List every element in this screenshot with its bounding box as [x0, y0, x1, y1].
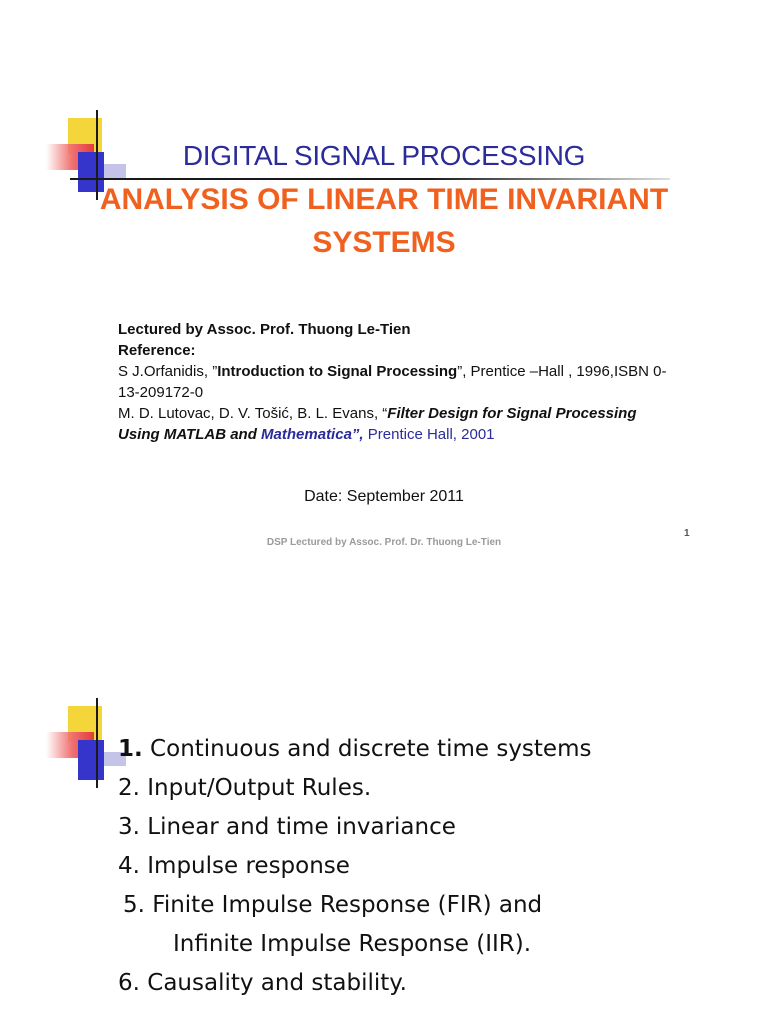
- ref1-title: Introduction to Signal Processing: [217, 363, 458, 380]
- slide-title-line1: DIGITAL SIGNAL PROCESSING: [182, 140, 586, 171]
- reference-1: [118, 361, 678, 403]
- lecture-date: Date: September 2011: [304, 488, 464, 505]
- slide-2: [0, 680, 768, 1024]
- ref2-title: Filter Design for Signal Processing Using MATLAB and: [118, 405, 637, 443]
- list-item: [118, 964, 738, 1003]
- slide-footer: DSP Lectured by Assoc. Prof. Dr. Thuong Le-Tien: [266, 537, 502, 548]
- ref1-authors: S J.Orfanidis, ”: [118, 363, 218, 380]
- list-item: [118, 730, 738, 769]
- page-number: 1: [684, 528, 690, 539]
- item-text: Continuous and discrete time systems: [142, 736, 592, 762]
- item-number: 5.: [123, 892, 145, 918]
- reference-2: [118, 403, 678, 445]
- list-item: [118, 769, 738, 808]
- ref2-publisher: Prentice Hall, 2001: [363, 426, 495, 443]
- list-item: [118, 808, 738, 847]
- item-number: 4.: [118, 853, 140, 879]
- topic-list: [118, 730, 738, 1003]
- item-text: Finite Impulse Response (FIR) and: [144, 892, 543, 918]
- item-number: 1.: [118, 736, 143, 762]
- list-item: [118, 847, 738, 886]
- item-text: Input/Output Rules.: [139, 775, 372, 801]
- item-text: Impulse response: [139, 853, 350, 879]
- slide-title-line2: ANALYSIS OF LINEAR TIME INVARIANT SYSTEMS: [99, 183, 669, 259]
- item-number: 6.: [118, 970, 140, 996]
- item-number: 3.: [118, 814, 140, 840]
- item-text: Causality and stability.: [139, 970, 407, 996]
- lecture-info: [118, 319, 678, 445]
- item-text: Infinite Impulse Response (IIR).: [173, 931, 532, 957]
- ref1-publisher: ”, Prentice –Hall , 1996,ISBN 0-13-209172-0: [118, 363, 667, 401]
- list-item-continuation: [118, 925, 738, 964]
- ref2-title-highlight: Mathematica”,: [261, 426, 364, 443]
- ref2-authors: M. D. Lutovac, D. V. Tošić, B. L. Evans, “: [118, 405, 388, 422]
- list-item: [118, 886, 738, 925]
- item-text: Linear and time invariance: [139, 814, 456, 840]
- decorative-logo-icon: [46, 706, 126, 788]
- item-number: 2.: [118, 775, 140, 801]
- lecturer: Lectured by Assoc. Prof. Thuong Le-Tien: [118, 321, 411, 338]
- reference-label: Reference:: [118, 342, 196, 359]
